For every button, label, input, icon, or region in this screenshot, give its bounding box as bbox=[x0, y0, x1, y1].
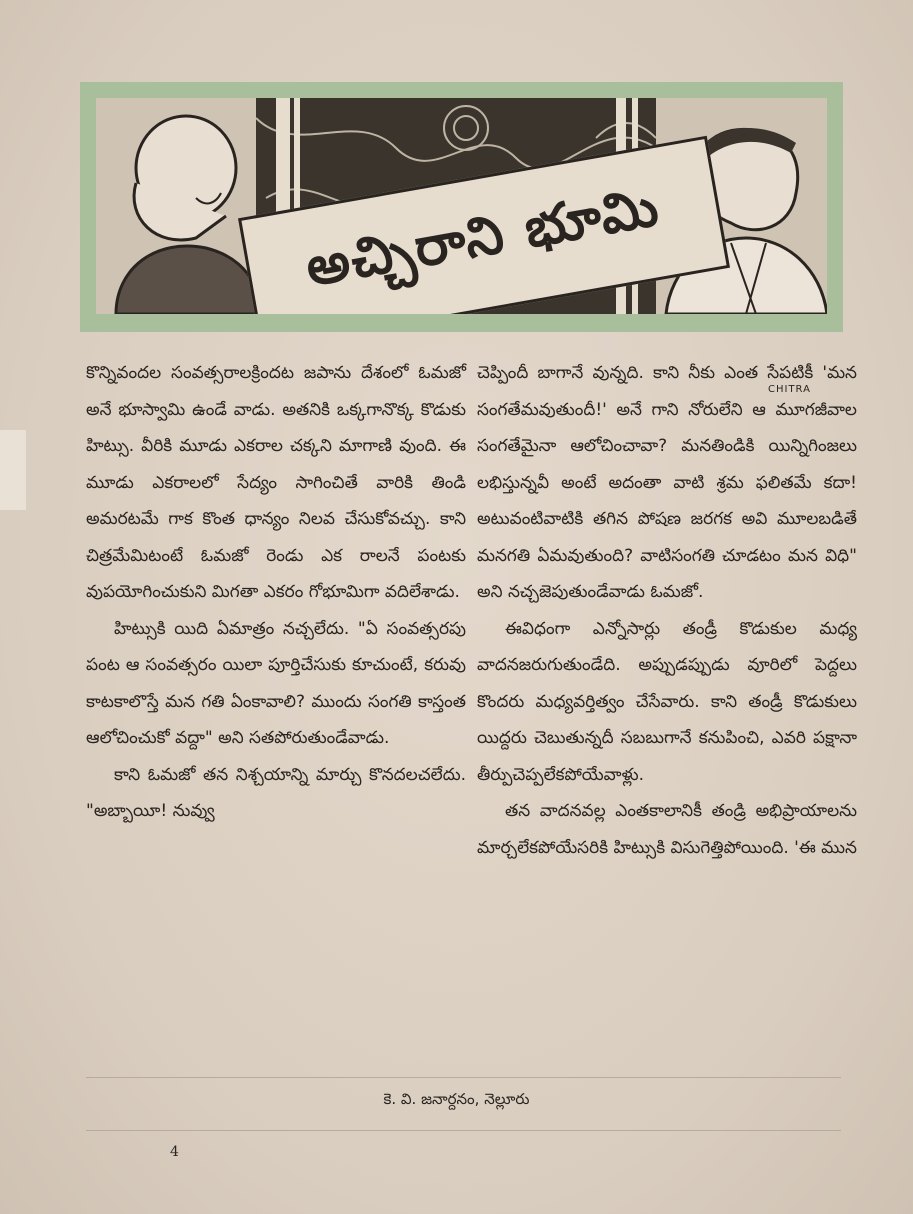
footer-divider-top bbox=[86, 1077, 841, 1078]
paragraph: కాని ఓమజో తన నిశ్చయాన్ని మార్చు కొనదలచలేదు. "అబ్బాయీ! నువ్వు bbox=[86, 764, 466, 821]
paragraph: కొన్నివందల సంవత్సరాలక్రిందట జపాను దేశంలో ఓమజో అనే భూస్వామి ఉండే వాడు. అతనికి ఒక్కగానొక్క కొడుకు హిట్సు. వీరికి మూడు ఎకరాల చక్కని మాగాణి వుంది. ఈ మూడు ఎకరాలలో సేద్యం సాగించితే వారికి తిండి అమరటమే గాక కొంత ధాన్యం నిలవ చేసుకోవచ్చు. కాని చిత్రమేమిటంటే ఓమజో రెండు ఎక రాలనే పంటకు వుపయోగించుకుని మిగతా ఎకరం గోభూమిగా వదిలేశాడు. bbox=[86, 363, 466, 602]
right-text-column bbox=[477, 355, 857, 866]
old-man-figure bbox=[96, 98, 261, 314]
story-title: అచ్చిరాని భూమి bbox=[300, 173, 665, 299]
artist-signature: CHITRA bbox=[768, 384, 811, 395]
story-header-illustration bbox=[80, 82, 843, 395]
author-byline: కె. వి. జనార్దనం, నెల్లూరు bbox=[383, 1090, 530, 1108]
paper-edge-mark bbox=[0, 430, 26, 510]
page-number: 4 bbox=[170, 1144, 179, 1160]
paragraph: చెప్పిందీ బాగానే వున్నది. కాని నీకు ఎంత సేపటికీ 'మన సంగతేమవుతుందీ!' అనే గాని నోరులేని ఆ మూగజీవాల సంగతేమైనా ఆలోచించావా? మనతిండికి యిన్నిగింజలు లభిస్తున్నవీ అంటే అదంతా వాటి శ్రమ ఫలితమే కదా! అటువంటివాటికి తగిన పోషణ జరగక అవి మూలబడితే మనగతి ఏమవుతుంది? వాటిసంగతి చూడటం మన విధి" అని నచ్చజెపుతుండేవాడు ఓమజో. bbox=[477, 363, 857, 602]
illustration-panel bbox=[96, 98, 827, 314]
paragraph: హిట్సుకి యిది ఏమాత్రం నచ్చలేదు. "ఏ సంవత్సరపు పంట ఆ సంవత్సరం యిలా పూర్తిచేసుకు కూచుంటే, కరువు కాటకాలొస్తే మన గతి ఏంకావాలి? ముందు సంగతి కాస్తంత ఆలోచించుకో వద్దా" అని సతపోరుతుండేవాడు. bbox=[86, 618, 466, 748]
paragraph: తన వాదనవల్ల ఎంతకాలానికీ తండ్రి అభిప్రాయాలను మార్చలేకపోయేసరికి హిట్సుకి విసుగెత్తిపోయింది. 'ఈ మున bbox=[477, 801, 857, 858]
paragraph: ఈవిధంగా ఎన్నోసార్లు తండ్రీ కొడుకుల మధ్య వాదనజరుగుతుండేది. అప్పుడప్పుడు వూరిలో పెద్దలు కొందరు మధ్యవర్తిత్వం చేసేవారు. కాని తండ్రీ కొడుకులు యిద్దరు చెబుతున్నదీ సబబుగానే కనుపించి, ఎవరి పక్షానా తీర్పుచెప్పలేకపోయేవాళ్లు. bbox=[477, 618, 857, 785]
left-text-column bbox=[86, 355, 466, 830]
footer-divider-bottom bbox=[86, 1130, 841, 1131]
